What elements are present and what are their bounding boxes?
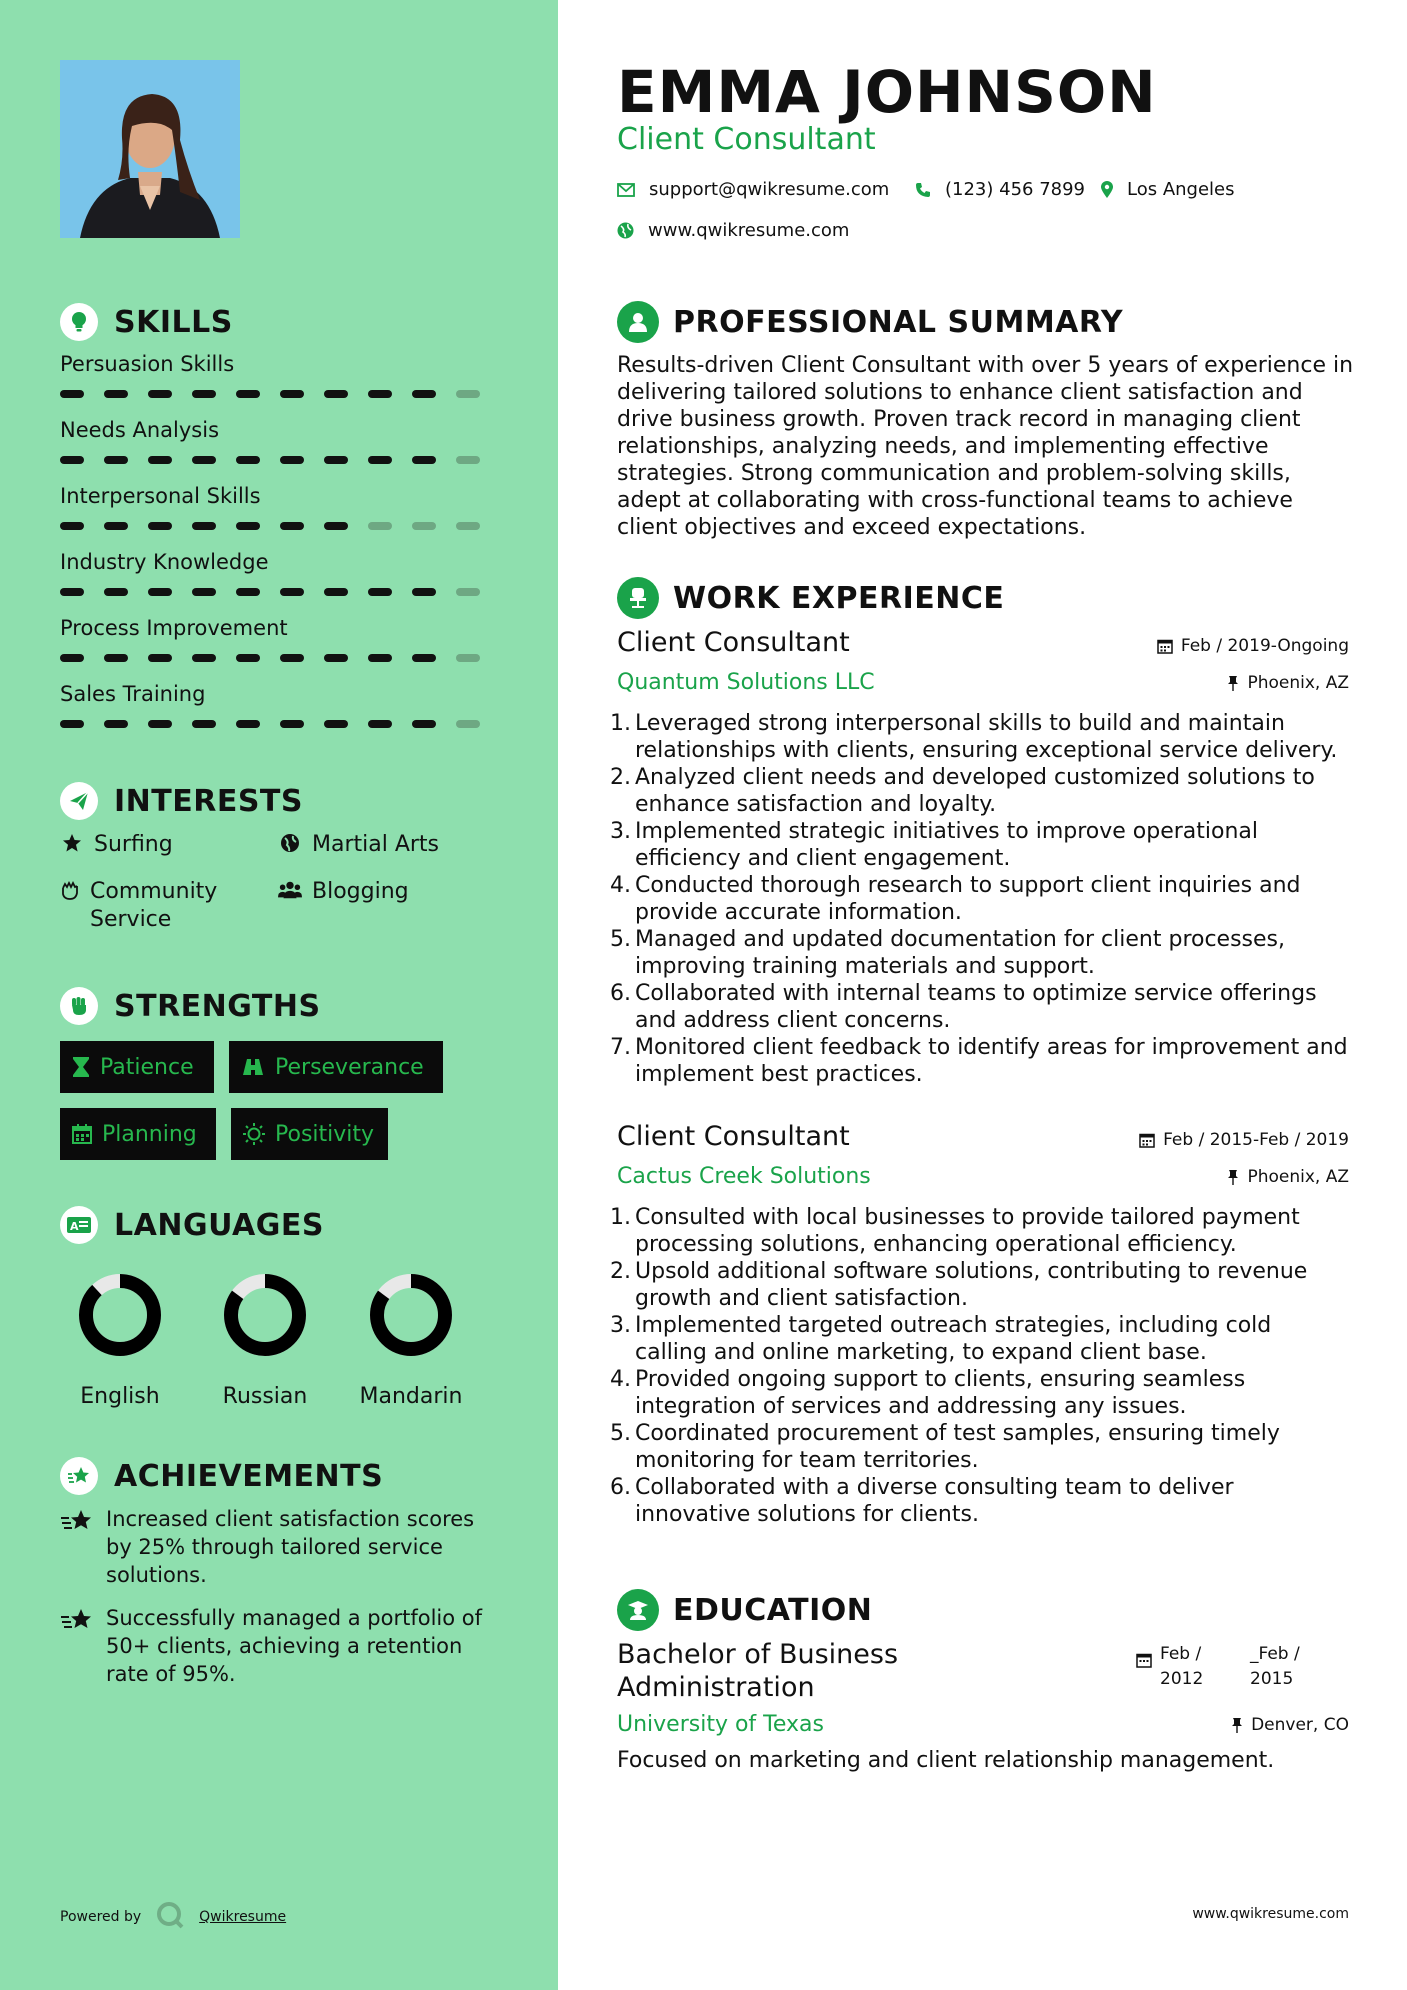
education-location: Denver, CO [1231, 1715, 1349, 1735]
bullet-number: 1. [610, 1205, 631, 1230]
job-dates: Feb / 2015-Feb / 2019 [1139, 1130, 1349, 1150]
candidate-name: EMMA JOHNSON [617, 58, 1157, 126]
job-dates: Feb / 2019-Ongoing [1157, 636, 1349, 656]
skill-level-dash [412, 522, 436, 530]
education-description: Focused on marketing and client relationship management. [617, 1748, 1275, 1773]
language-item [60, 1270, 180, 1409]
skills-heading: SKILLS [60, 302, 233, 342]
skill-level-dash [456, 720, 480, 728]
skill-level-bar [60, 588, 500, 596]
hand-icon [60, 878, 80, 900]
skill-name: Sales Training [60, 682, 206, 706]
bullet-number: 1. [610, 711, 631, 736]
skill-name: Process Improvement [60, 616, 288, 640]
job-bullet [610, 764, 1350, 818]
bullet-text: Collaborated with internal teams to optimize service offerings and address client concerns. [635, 981, 1317, 1033]
skill-level-dash [368, 654, 392, 662]
skill-level-dash [280, 720, 304, 728]
pushpin-icon [1227, 1169, 1239, 1185]
job-bullet [610, 818, 1350, 872]
skill-level-dash [104, 456, 128, 464]
skill-level-dash [324, 456, 348, 464]
skill-item [60, 680, 500, 728]
job-company: Cactus Creek Solutions [617, 1164, 871, 1189]
footer-url[interactable]: www.qwikresume.com [1192, 1906, 1349, 1922]
achievement-item: Successfully managed a portfolio of 50+ clients, achieving a retention rate of 95%. [60, 1604, 500, 1688]
school-name: University of Texas [617, 1712, 824, 1737]
shooting-star-icon [60, 1604, 94, 1688]
strengths-heading: STRENGTHS [60, 986, 321, 1026]
globe-icon [278, 831, 302, 853]
bullet-number: 6. [610, 1475, 631, 1500]
bullet-text: Consulted with local businesses to provide tailored payment processing solutions, enhancing operational efficiency. [635, 1205, 1300, 1257]
skill-level-dash [60, 522, 84, 530]
bullet-number: 3. [610, 1313, 631, 1338]
skill-level-dash [104, 654, 128, 662]
skill-level-dash [368, 720, 392, 728]
strength-planning: Planning [60, 1108, 216, 1160]
skill-name: Persuasion Skills [60, 352, 235, 376]
skill-level-dash [148, 522, 172, 530]
sun-icon [243, 1123, 265, 1145]
skill-level-bar [60, 720, 500, 728]
language-level-ring [220, 1270, 310, 1360]
skill-level-dash [368, 522, 392, 530]
interest-martial-arts: Martial Arts [278, 831, 439, 859]
lightbulb-icon [60, 303, 98, 341]
experience-heading: WORK EXPERIENCE [617, 576, 1004, 620]
qwikresume-logo-icon [155, 1900, 185, 1934]
envelope-icon [617, 183, 635, 197]
interest-community-service: Community Service [60, 878, 260, 934]
skill-level-dash [368, 588, 392, 596]
language-item [351, 1270, 471, 1409]
trophy-star-icon [60, 1457, 98, 1495]
profile-photo [60, 60, 240, 238]
bullet-text: Analyzed client needs and developed customized solutions to enhance satisfaction and loyalty. [635, 765, 1315, 817]
phone-icon [915, 182, 931, 198]
contact-website: www.qwikresume.com [617, 220, 849, 241]
job-bullet [610, 980, 1350, 1034]
bullet-number: 7. [610, 1035, 631, 1060]
skill-name: Needs Analysis [60, 418, 220, 442]
skill-level-dash [456, 456, 480, 464]
language-level-ring [75, 1270, 165, 1360]
education-end-date: _Feb / 2015 [1250, 1644, 1300, 1689]
skill-level-bar [60, 654, 500, 662]
skill-level-bar [60, 456, 500, 464]
skill-level-dash [324, 522, 348, 530]
skill-level-dash [324, 588, 348, 596]
skill-level-dash [192, 390, 216, 398]
job-bullets [610, 1204, 1350, 1528]
skill-item [60, 482, 500, 530]
job-bullet [610, 872, 1350, 926]
job-bullet [610, 1312, 1350, 1366]
skill-level-dash [60, 456, 84, 464]
skill-level-dash [324, 654, 348, 662]
skill-name: Interpersonal Skills [60, 484, 261, 508]
job-bullet [610, 1204, 1350, 1258]
sidebar [0, 0, 558, 1990]
shooting-star-icon [60, 1505, 94, 1589]
skill-level-dash [148, 390, 172, 398]
bullet-text: Collaborated with a diverse consulting team to deliver innovative solutions for clients. [635, 1475, 1234, 1527]
bullet-number: 4. [610, 873, 631, 898]
language-name: English [80, 1384, 160, 1409]
skill-level-dash [104, 522, 128, 530]
bullet-number: 3. [610, 819, 631, 844]
skill-level-dash [236, 654, 260, 662]
interests-heading: INTERESTS [60, 781, 303, 821]
skill-level-dash [412, 588, 436, 596]
bullet-number: 4. [610, 1367, 631, 1392]
skill-level-dash [368, 456, 392, 464]
skill-level-dash [324, 720, 348, 728]
skill-level-dash [280, 588, 304, 596]
strength-positivity: Positivity [231, 1108, 388, 1160]
skill-level-dash [412, 720, 436, 728]
skill-level-dash [60, 588, 84, 596]
contact-email: support@qwikresume.com [617, 179, 889, 200]
bullet-text: Conducted thorough research to support client inquiries and provide accurate information. [635, 873, 1301, 925]
qwikresume-link[interactable]: Qwikresume [199, 1909, 287, 1925]
skill-level-dash [236, 588, 260, 596]
skill-level-dash [192, 588, 216, 596]
skill-item [60, 614, 500, 662]
job-bullet [610, 1474, 1350, 1528]
job-location: Phoenix, AZ [1227, 1167, 1349, 1187]
job-location: Phoenix, AZ [1227, 673, 1349, 693]
degree-title: Bachelor of Business Administration [617, 1639, 899, 1703]
powered-by: Powered by Qwikresume [60, 1900, 286, 1934]
calendar-icon [1157, 638, 1173, 654]
calendar-icon [72, 1124, 92, 1144]
skill-level-dash [192, 654, 216, 662]
bullet-number: 2. [610, 1259, 631, 1284]
skill-level-dash [280, 522, 304, 530]
job-title: Client Consultant [617, 627, 850, 658]
job-bullet [610, 1258, 1350, 1312]
language-name: Mandarin [359, 1384, 463, 1409]
graduate-icon [617, 1589, 659, 1631]
skill-level-dash [324, 390, 348, 398]
skill-level-dash [148, 720, 172, 728]
skill-level-dash [148, 654, 172, 662]
user-icon [617, 301, 659, 343]
hourglass-icon [72, 1056, 90, 1078]
binoculars-icon [241, 1057, 265, 1077]
bullet-number: 2. [610, 765, 631, 790]
skill-level-dash [60, 390, 84, 398]
fist-icon [60, 987, 98, 1025]
map-pin-icon [1101, 181, 1113, 199]
interest-blogging: Blogging [278, 878, 409, 906]
skill-level-dash [236, 720, 260, 728]
svg-text:A: A [70, 1220, 79, 1233]
language-icon [60, 1206, 98, 1244]
skill-level-dash [104, 588, 128, 596]
bullet-text: Provided ongoing support to clients, ensuring seamless integration of services and addressing any issues. [635, 1367, 1246, 1419]
bullet-text: Monitored client feedback to identify areas for improvement and implement best practices. [635, 1035, 1348, 1087]
job-bullet [610, 1420, 1350, 1474]
skill-level-dash [236, 522, 260, 530]
pushpin-icon [1227, 675, 1239, 691]
skill-level-dash [412, 654, 436, 662]
job-title: Client Consultant [617, 1121, 850, 1152]
skill-level-bar [60, 390, 500, 398]
skill-level-dash [148, 588, 172, 596]
star-icon [60, 831, 84, 853]
job-bullets [610, 710, 1350, 1088]
skill-item [60, 416, 500, 464]
skill-level-bar [60, 522, 500, 530]
language-level-ring [366, 1270, 456, 1360]
skill-name: Industry Knowledge [60, 550, 269, 574]
bullet-text: Leveraged strong interpersonal skills to build and maintain relationships with clients, ensuring exceptional service delivery. [635, 711, 1338, 763]
language-item [205, 1270, 325, 1409]
languages-heading: A LANGUAGES [60, 1205, 324, 1245]
skill-level-dash [236, 456, 260, 464]
pushpin-icon [1231, 1717, 1243, 1733]
skill-level-dash [456, 588, 480, 596]
calendar-icon [1139, 1132, 1155, 1148]
skill-level-dash [104, 390, 128, 398]
education-start-date: Feb / 2012 [1136, 1642, 1220, 1692]
paper-plane-icon [60, 782, 98, 820]
skill-level-dash [192, 720, 216, 728]
summary-heading: PROFESSIONAL SUMMARY [617, 300, 1123, 344]
globe-icon [617, 222, 634, 239]
skill-level-dash [192, 456, 216, 464]
summary-text: Results-driven Client Consultant with over 5 years of experience in delivering tailored solutions to enhance client satisfaction and drive business growth. Proven track record in managing client relationships, analyzing needs, and implementing effective strategies. Strong communication and problem-solving skills, adept at collaborating with cross-functional teams to achieve client objectives and exceed expectations. [617, 353, 1354, 540]
skill-level-dash [280, 654, 304, 662]
bullet-number: 5. [610, 1421, 631, 1446]
language-name: Russian [222, 1384, 308, 1409]
bullet-text: Implemented strategic initiatives to improve operational efficiency and client engagement. [635, 819, 1259, 871]
skill-level-dash [236, 390, 260, 398]
job-company: Quantum Solutions LLC [617, 670, 875, 695]
job-bullet [610, 1366, 1350, 1420]
candidate-role: Client Consultant [617, 122, 876, 157]
skill-item [60, 350, 500, 398]
achievement-item: Increased client satisfaction scores by 25% through tailored service solutions. [60, 1505, 500, 1589]
skill-level-dash [456, 654, 480, 662]
strength-perseverance: Perseverance [229, 1041, 443, 1093]
bullet-number: 5. [610, 927, 631, 952]
contact-location: Los Angeles [1101, 179, 1235, 200]
job-bullet [610, 710, 1350, 764]
skill-level-dash [280, 456, 304, 464]
skill-level-dash [456, 522, 480, 530]
skill-level-dash [412, 456, 436, 464]
calendar-icon [1136, 1652, 1152, 1692]
bullet-text: Implemented targeted outreach strategies, including cold calling and online marketing, to expand client base. [635, 1313, 1272, 1365]
interest-surfing: Surfing [60, 831, 173, 859]
skill-level-dash [60, 720, 84, 728]
bullet-text: Upsold additional software solutions, contributing to revenue growth and client satisfaction. [635, 1259, 1308, 1311]
skill-level-dash [412, 390, 436, 398]
contact-phone: (123) 456 7899 [915, 179, 1085, 200]
briefcase-chair-icon [617, 577, 659, 619]
skill-level-dash [192, 522, 216, 530]
education-heading: EDUCATION [617, 1588, 872, 1632]
achievements-heading: ACHIEVEMENTS [60, 1456, 383, 1496]
skill-item [60, 548, 500, 596]
skill-level-dash [60, 654, 84, 662]
strength-patience: Patience [60, 1041, 214, 1093]
job-bullet [610, 926, 1350, 980]
skill-level-dash [368, 390, 392, 398]
skill-level-dash [456, 390, 480, 398]
users-icon [278, 878, 302, 900]
bullet-text: Managed and updated documentation for client processes, improving training materials and support. [635, 927, 1286, 979]
bullet-number: 6. [610, 981, 631, 1006]
skill-level-dash [280, 390, 304, 398]
skill-level-dash [148, 456, 172, 464]
skill-level-dash [104, 720, 128, 728]
bullet-text: Coordinated procurement of test samples, ensuring timely monitoring for team territories. [635, 1421, 1280, 1473]
job-bullet [610, 1034, 1350, 1088]
